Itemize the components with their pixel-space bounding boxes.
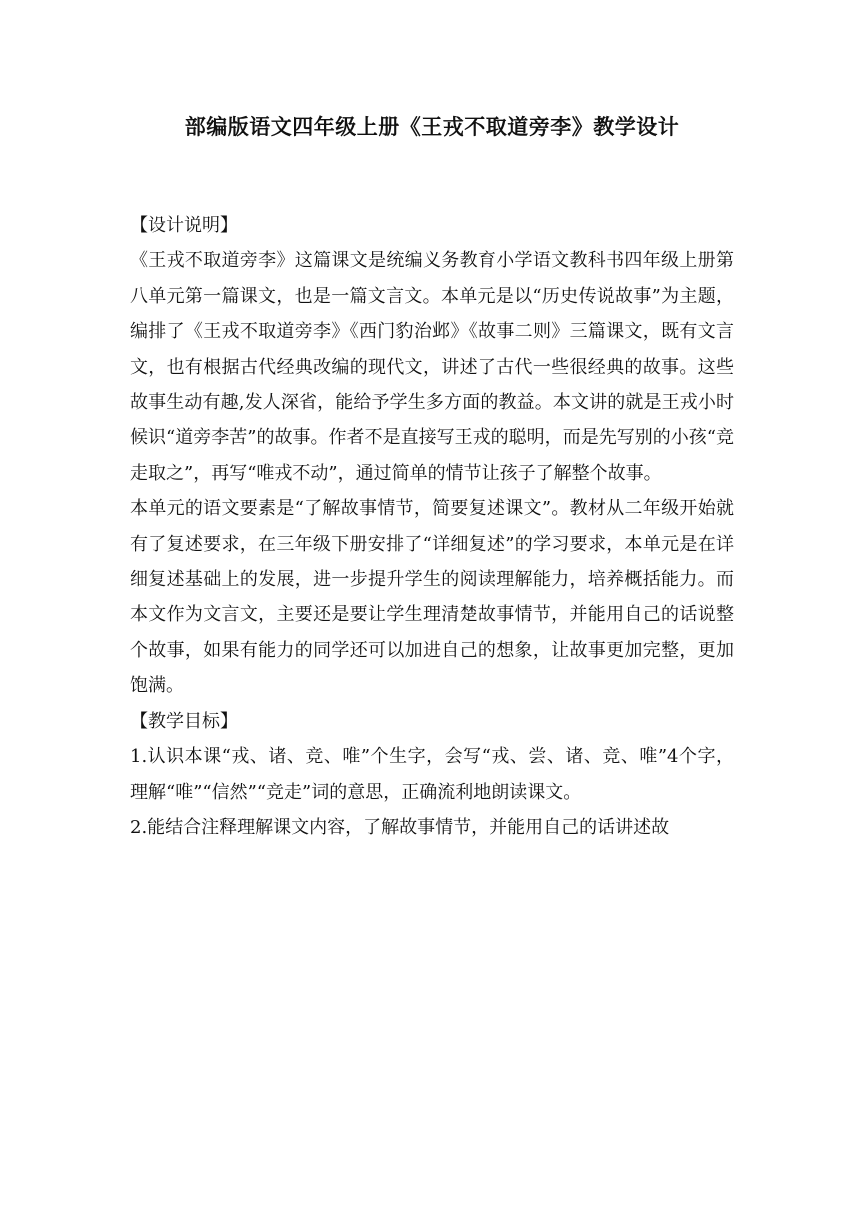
document-body	[130, 208, 734, 845]
paragraph-design-1: 《王戎不取道旁李》这篇课文是统编义务教育小学语文教科书四年级上册第八单元第一篇课文，也是一篇文言文。本单元是以“历史传说故事”为主题，编排了《王戎不取道旁李》《西门豹治邺》《故事二则》三篇课文，既有文言文，也有根据古代经典改编的现代文，讲述了古代一些很经典的故事。这些故事生动有趣,发人深省，能给予学生多方面的教益。本文讲的就是王戎小时候识“道旁李苦”的故事。作者不是直接写王戎的聪明，而是先写别的小孩“竞走取之”，再写“唯戎不动”，通过简单的情节让孩子了解整个故事。	[130, 250, 734, 484]
paragraph-design-2: 本单元的语文要素是“了解故事情节，简要复述课文”。教材从二年级开始就有了复述要求，在三年级下册安排了“详细复述”的学习要求，本单元是在详细复述基础上的发展，进一步提升学生的阅读理解能力，培养概括能力。而本文作为文言文，主要还是要让学生理清楚故事情节，并能用自己的话说整个故事，如果有能力的同学还可以加进自己的想象，让故事更加完整，更加饱满。	[130, 498, 734, 697]
goal-item-2: 2.能结合注释理解课文内容，了解故事情节，并能用自己的话讲述故	[130, 816, 670, 838]
goal-item-1: 1.认识本课“戎、诸、竞、唯”个生字，会写“戎、尝、诸、竞、唯”4个字，理解“唯”“信然”“竞走”词的意思，正确流利地朗读课文。	[130, 746, 734, 803]
document-title: 部编版语文四年级上册《王戎不取道旁李》教学设计	[184, 115, 680, 139]
section-heading-design: 【设计说明】	[130, 215, 238, 236]
section-heading-goals: 【教学目标】	[130, 710, 238, 732]
